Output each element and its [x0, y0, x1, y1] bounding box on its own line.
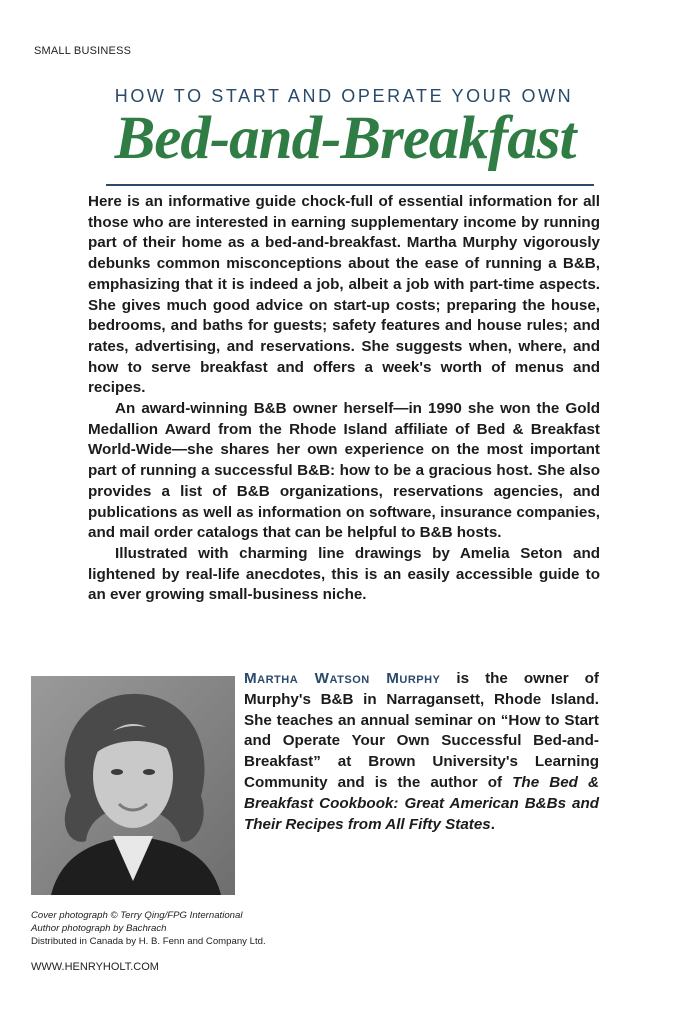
- publisher-website: WWW.HENRYHOLT.COM: [31, 961, 159, 973]
- author-book-title: The Bed & Breakfast Cookbook: Great American B&Bs and Their Recipes from All Fifty States: [244, 773, 599, 833]
- description-paragraph: Here is an informative guide chock-full of essential information for all those who are interested in earning supplementary income by running part of their home as a bed-and-breakfast. Martha Murphy vigorously debunks common misconceptions about the ease of running a B&B, emphasizing that it is indeed a job, albeit a job with part-time aspects. She gives much good advice on start-up costs; preparing the house, bedrooms, and baths for guests; safety features and house rules; and rates, advertising, and reservations. She suggests when, where, and how to serve breakfast and offers a week's worth of menus and recipes.: [88, 193, 600, 397]
- credits: [31, 910, 331, 948]
- description-paragraph: Illustrated with charming line drawings by Amelia Seton and lightened by real-life anecdotes, this is an easily accessible guide to an ever growing small-business niche.: [88, 544, 600, 604]
- category-label: SMALL BUSINESS: [34, 45, 132, 57]
- book-title: Bed-and-Breakfast: [114, 105, 576, 172]
- book-description: [88, 192, 600, 606]
- author-name: Martha Watson Murphy: [244, 670, 441, 687]
- cover-photo-credit: Cover photograph © Terry Qing/FPG International: [31, 910, 243, 921]
- author-bio-text: is the owner of Murphy's B&B in Narragansett, Rhode Island. She teaches an annual seminar on “How to Start and Operate Your Own Successful Bed-and-Breakfast” at Brown University's Learning Community and is the author of: [244, 670, 599, 791]
- distribution-note: Distributed in Canada by H. B. Fenn and Company Ltd.: [31, 935, 266, 947]
- author-photo-credit: Author photograph by Bachrach: [31, 922, 167, 934]
- author-photo: [31, 676, 235, 895]
- author-bio-end: .: [490, 815, 495, 833]
- book-subtitle: HOW TO START AND OPERATE YOUR OWN: [114, 86, 574, 106]
- description-paragraph: An award-winning B&B owner herself—in 1990 she won the Gold Medallion Award from the Rhode Island affiliate of Bed & Breakfast World-Wide—she shares her own experience on the most important part of running a successful B&B: how to be a gracious host. She also provides a list of B&B organizations, reservations agencies, and publications as well as information on software, insurance companies, and mail order catalogs that can be helpful to B&B hosts.: [88, 400, 600, 542]
- title-divider: [106, 184, 594, 186]
- author-bio: [244, 669, 599, 835]
